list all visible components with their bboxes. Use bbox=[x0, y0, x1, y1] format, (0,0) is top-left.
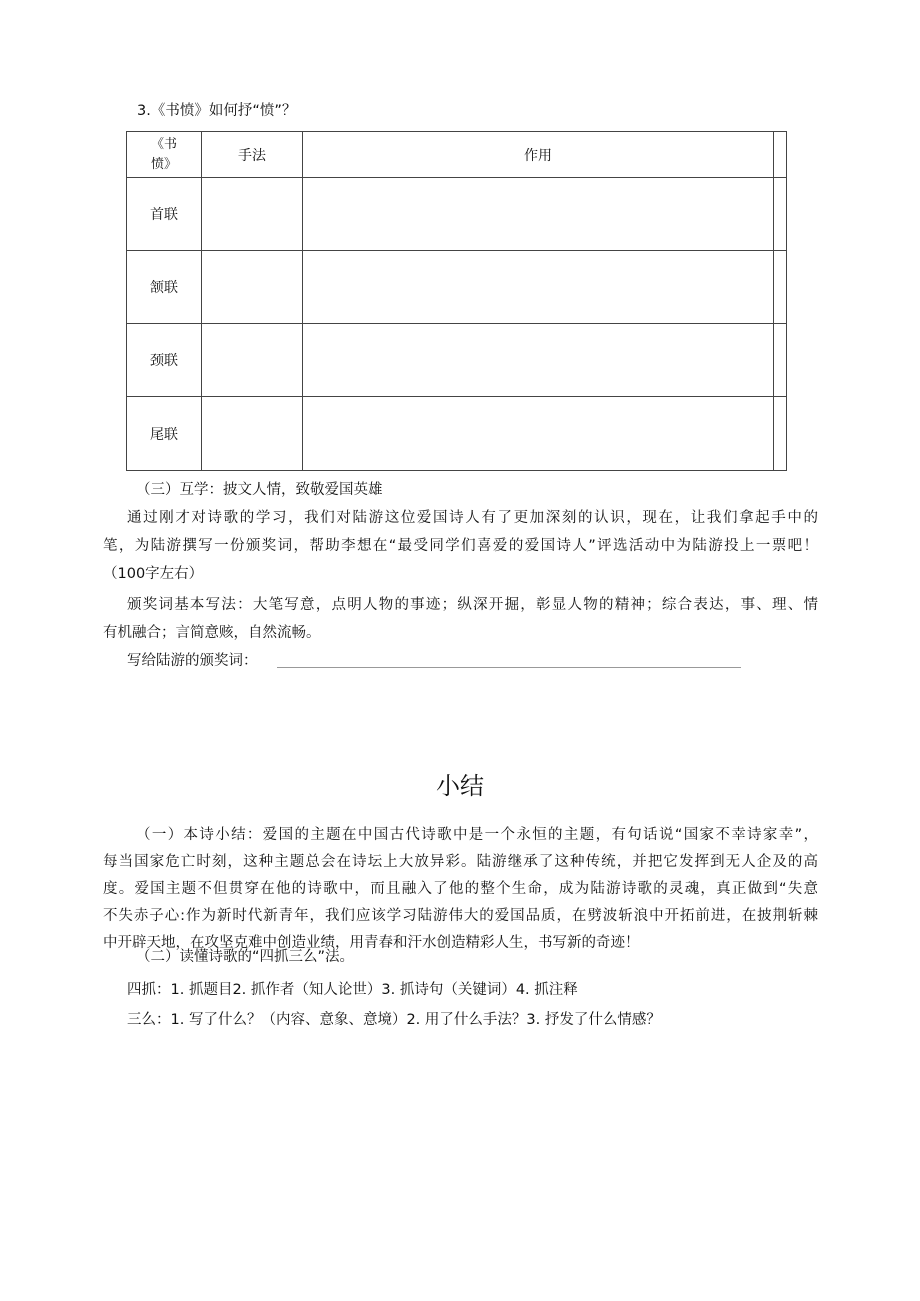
table-header-row bbox=[127, 132, 787, 178]
effect-cell[interactable] bbox=[303, 178, 774, 251]
table-row bbox=[127, 178, 787, 251]
table-row bbox=[127, 324, 787, 397]
summary-para-line: 每当国家危亡时刻，这种主题总会在诗坛上大放异彩。陆游继承了这种传统，并把它发挥到无人企及的高 bbox=[103, 854, 818, 870]
four-grasps: 四抓：1. 抓题目2. 抓作者（知人论世）3. 抓诗句（关键词）4. 抓注释 bbox=[127, 982, 578, 998]
header-technique: 手法 bbox=[202, 132, 303, 178]
summary-title: 小结 bbox=[436, 772, 484, 800]
row-label: 颔联 bbox=[127, 251, 202, 324]
question-heading: 3.《书愤》如何抒“愤”？ bbox=[137, 103, 297, 119]
technique-cell[interactable] bbox=[202, 324, 303, 397]
award-answer-line[interactable] bbox=[277, 667, 741, 668]
technique-cell[interactable] bbox=[202, 397, 303, 471]
award-prompt: 写给陆游的颁奖词： bbox=[127, 653, 258, 669]
effect-cell[interactable] bbox=[303, 324, 774, 397]
extra-cell bbox=[774, 324, 787, 397]
section3-heading: （三）互学：披文人情，致敬爱国英雄 bbox=[136, 482, 383, 498]
header-effect: 作用 bbox=[303, 132, 774, 178]
summary-para-line: 不失赤子心:作为新时代新青年，我们应该学习陆游伟大的爱国品质，在劈波斩浪中开拓前进，在披荆斩棘 bbox=[103, 908, 818, 924]
extra-cell bbox=[774, 178, 787, 251]
technique-cell[interactable] bbox=[202, 251, 303, 324]
section3-para1-line: 笔，为陆游撰写一份颁奖词，帮助李想在“最受同学们喜爱的爱国诗人”评选活动中为陆游投上一票吧！ bbox=[103, 538, 818, 554]
technique-cell[interactable] bbox=[202, 178, 303, 251]
section3-para2-line: 有机融合；言简意赅，自然流畅。 bbox=[103, 625, 321, 641]
table-row bbox=[127, 397, 787, 471]
extra-cell bbox=[774, 251, 787, 324]
section3-para2-line: 颁奖词基本写法：大笔写意，点明人物的事迹；纵深开掘，彰显人物的精神；综合表达，事、理、情 bbox=[127, 597, 818, 613]
section3-para1-line: （100字左右） bbox=[103, 566, 204, 582]
row-label: 颈联 bbox=[127, 324, 202, 397]
summary-para-line: 度。爱国主题不但贯穿在他的诗歌中，而且融入了他的整个生命，成为陆游诗歌的灵魂，真正做到“失意 bbox=[103, 881, 818, 897]
effect-cell[interactable] bbox=[303, 251, 774, 324]
summary-heading2: （二）读懂诗歌的“四抓三么”法。 bbox=[136, 949, 355, 965]
header-extra bbox=[774, 132, 787, 178]
extra-cell bbox=[774, 397, 787, 471]
analysis-table bbox=[126, 131, 787, 471]
effect-cell[interactable] bbox=[303, 397, 774, 471]
three-whats: 三么：1. 写了什么？（内容、意象、意境）2. 用了什么手法？3. 抒发了什么情感？ bbox=[127, 1012, 661, 1028]
row-label: 尾联 bbox=[127, 397, 202, 471]
summary-para-line: （一）本诗小结：爱国的主题在中国古代诗歌中是一个永恒的主题，有句话说“国家不幸诗家幸”， bbox=[136, 827, 818, 843]
summary-para-line: 中开辟天地，在攻坚克难中创造业绩，用青春和汗水创造精彩人生，书写新的奇迹！ bbox=[103, 935, 640, 951]
header-poem: 《书 愤》 bbox=[127, 132, 202, 178]
section3-para1-line: 通过刚才对诗歌的学习，我们对陆游这位爱国诗人有了更加深刻的认识，现在，让我们拿起手中的 bbox=[127, 510, 818, 526]
row-label: 首联 bbox=[127, 178, 202, 251]
table-row bbox=[127, 251, 787, 324]
